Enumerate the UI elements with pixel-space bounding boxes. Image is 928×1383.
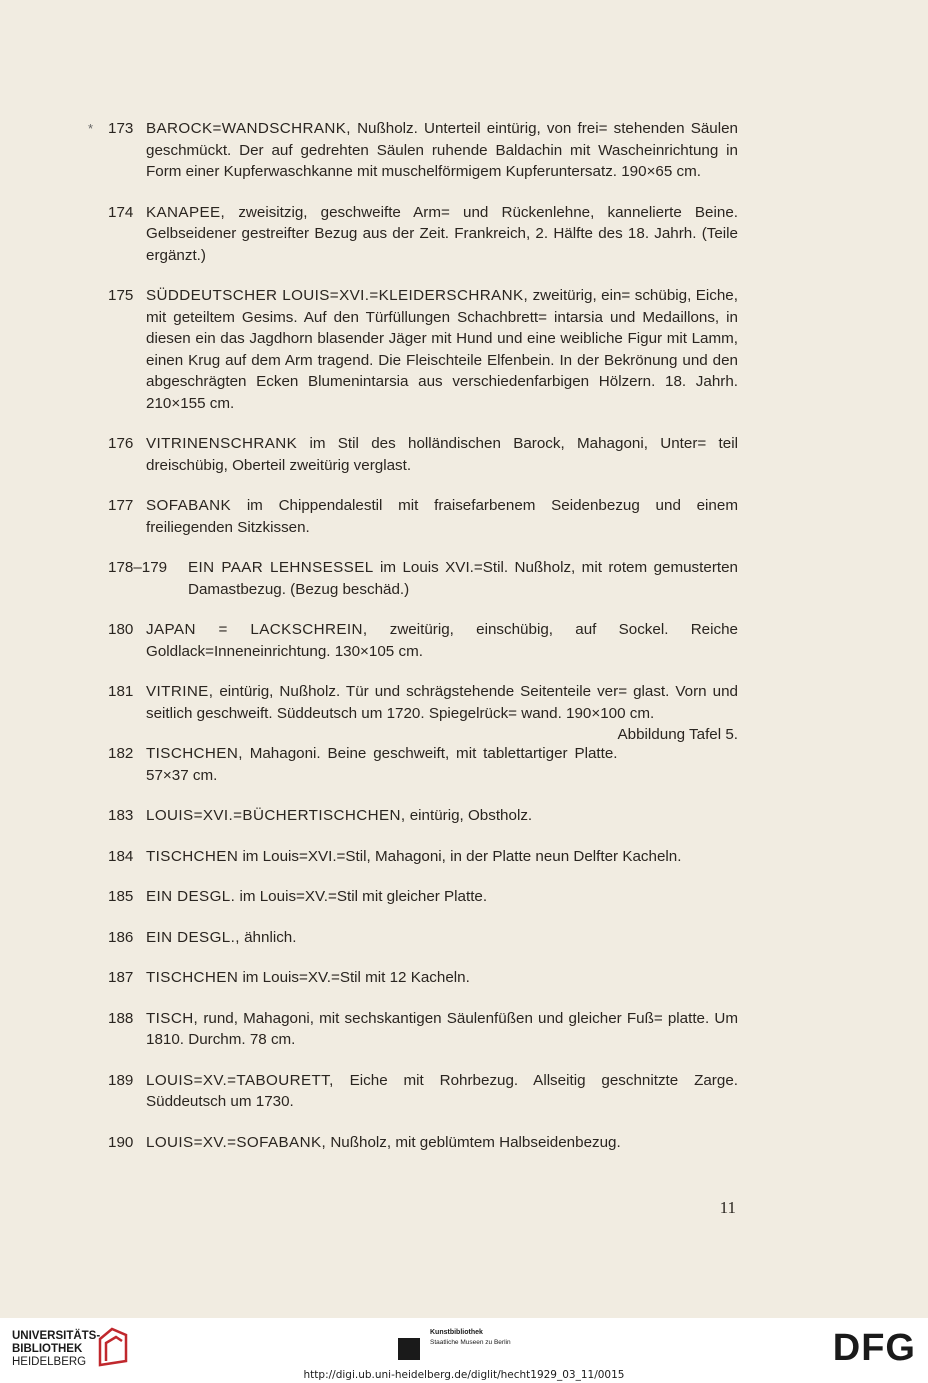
entry-number: 187 xyxy=(108,969,134,986)
entry-number: 180 xyxy=(108,621,134,638)
uni-heidelberg-mark-icon xyxy=(96,1325,130,1369)
entry-title: TISCHCHEN xyxy=(146,847,239,865)
entry-number: 188 xyxy=(108,1009,134,1027)
entry-description: eintürig, Obstholz. xyxy=(409,807,533,824)
entry-description: im Louis XVI.=Stil. Nußholz, mit rotem gemusterten Damastbezug. (Bezug beschäd.) xyxy=(188,559,738,598)
catalog-entry xyxy=(88,118,738,183)
catalog-entry xyxy=(108,557,738,600)
catalog-entry xyxy=(108,846,738,868)
kunstbibliothek-square-icon xyxy=(398,1338,420,1360)
entry-description: eintürig, Nußholz. Tür und schrägstehende Seitenteile ver= glast. Vorn und seitlich geschweift. Süddeutsch um 1720. Spiegelrück= wand. 190×100 cm. xyxy=(146,683,738,722)
entry-number: 177 xyxy=(108,497,134,514)
entry-title: JAPAN = LACKSCHREIN, xyxy=(146,621,368,638)
catalog-entry xyxy=(108,886,738,908)
entry-description: im Louis=XV.=Stil mit gleicher Platte. xyxy=(239,888,488,905)
catalog-entries xyxy=(88,118,738,1153)
catalog-entry xyxy=(108,967,738,989)
entry-title: VITRINE, xyxy=(146,683,214,700)
entry-description: zweisitzig, geschweifte Arm= und Rückenlehne, kannelierte Beine. Gelbseidener gestreifter Bezug aus der Zeit. Frankreich, 2. Hälfte des 18. Jahrh. (Teile ergänzt.) xyxy=(146,203,738,264)
entry-description: im Chippendalestil mit fraisefarbenem Seidenbezug und einem freiliegenden Sitzkissen. xyxy=(146,497,738,536)
catalog-entry xyxy=(108,1132,738,1154)
catalog-entry xyxy=(108,495,738,538)
entry-number: 189 xyxy=(108,1071,134,1089)
entry-number: 182 xyxy=(108,745,134,762)
entry-title: EIN DESGL. xyxy=(146,888,236,905)
entry-description: zweitürig, einschübig, auf Sockel. Reiche Goldlack=Inneneinrichtung. 130×105 cm. xyxy=(146,621,738,660)
entry-star: * xyxy=(88,121,94,136)
kb-line2: Staatliche Museen zu Berlin xyxy=(430,1339,511,1346)
catalog-entry xyxy=(108,1070,738,1113)
catalog-entry xyxy=(108,433,738,476)
entry-description: ähnlich. xyxy=(244,928,297,946)
entry-description: Nußholz. Unterteil eintürig, von frei= stehenden Säulen geschmückt. Der auf gedrehten Säulen ruhende Baldachin mit Wascheinrichtung in Form einer Kupferwaschkanne mit muschelförmigem Kupferuntersatz. 190×65 cm. xyxy=(146,120,738,180)
entry-number: 186 xyxy=(108,928,134,946)
entry-title: EIN DESGL., xyxy=(146,928,240,946)
uni-logo-line3: HEIDELBERG xyxy=(12,1356,87,1368)
kb-line1: Kunstbibliothek xyxy=(430,1329,483,1336)
uni-heidelberg-logo[interactable] xyxy=(12,1330,100,1369)
entry-number: 190 xyxy=(108,1133,134,1151)
entry-title: TISCH, xyxy=(146,1009,199,1027)
page-number: 11 xyxy=(719,1198,736,1217)
entry-description: im Louis=XV.=Stil mit 12 Kacheln. xyxy=(242,969,470,986)
entry-description: im Louis=XVI.=Stil, Mahagoni, in der Platte neun Delfter Kacheln. xyxy=(242,847,682,865)
entry-description: Mahagoni. Beine geschweift, mit tablettartiger Platte. 57×37 cm. xyxy=(146,745,618,784)
entry-number: 178–179 xyxy=(108,559,168,576)
entry-number: 181 xyxy=(108,683,134,700)
catalog-entry xyxy=(108,805,738,827)
entry-title: SÜDDEUTSCHER LOUIS=XVI.=KLEIDERSCHRANK, xyxy=(146,287,529,304)
entry-title: TISCHCHEN, xyxy=(146,745,243,762)
entry-number: 174 xyxy=(108,203,134,221)
entry-title: SOFABANK xyxy=(146,497,232,514)
entry-description: zweitürig, ein= schübig, Eiche, mit geteiltem Gesims. Auf den Türfüllungen Schachbrett= intarsia und Medaillons, in diesen ein das Jagdhorn blasender Jäger mit Hund und eine weibliche Figur mit Lamm, einen Krug auf dem Arm tragend. Die Fleischteile Elfenbein. In der Bekrönung und den abgeschrägten Ecken Blumenintarsia aus verschiedenfarbigen Hölzern. 18. Jahrh. 210×155 cm. xyxy=(146,287,738,412)
permalink-url[interactable]: http://digi.ub.uni-heidelberg.de/diglit/hecht1929_03_11/0015 xyxy=(303,1369,625,1381)
entry-title: KANAPEE, xyxy=(146,203,226,221)
entry-description: Nußholz, mit geblümtem Halbseidenbezug. xyxy=(330,1133,621,1151)
entry-title: LOUIS=XV.=SOFABANK, xyxy=(146,1133,327,1151)
entry-number: 183 xyxy=(108,807,134,824)
entry-figure-reference: Abbildung Tafel 5. xyxy=(617,726,738,743)
catalog-entry xyxy=(108,1008,738,1051)
catalog-entry xyxy=(108,681,738,743)
entry-title: EIN PAAR LEHNSESSEL xyxy=(188,559,374,576)
catalog-entry xyxy=(108,619,738,662)
catalog-entry xyxy=(108,285,738,414)
entry-description: Eiche mit Rohrbezug. Allseitig geschnitzte Zarge. Süddeutsch um 1730. xyxy=(146,1071,738,1110)
entry-title: VITRINENSCHRANK xyxy=(146,435,298,452)
entry-number: 173 xyxy=(108,120,134,137)
uni-logo-line1: UNIVERSITÄTS- xyxy=(12,1330,101,1342)
dfg-logo[interactable]: DFG xyxy=(832,1327,916,1369)
entry-number: 175 xyxy=(108,287,134,304)
entry-number: 176 xyxy=(108,435,134,452)
uni-logo-line2: BIBLIOTHEK xyxy=(12,1343,83,1355)
entry-description: rund, Mahagoni, mit sechskantigen Säulenfüßen und gleicher Fuß= platte. Um 1810. Durchm. 78 cm. xyxy=(146,1009,738,1048)
entry-title: LOUIS=XVI.=BÜCHERTISCHCHEN, xyxy=(146,807,406,824)
entry-title: TISCHCHEN xyxy=(146,969,239,986)
entry-number: 184 xyxy=(108,847,134,865)
entry-title: LOUIS=XV.=TABOURETT, xyxy=(146,1071,334,1089)
catalog-entry xyxy=(108,202,738,267)
catalog-entry xyxy=(108,743,738,786)
entry-title: BAROCK=WANDSCHRANK, xyxy=(146,120,351,137)
catalog-entry xyxy=(108,927,738,949)
entry-description: im Stil des holländischen Barock, Mahagoni, Unter= teil dreischübig, Oberteil zweitürig verglast. xyxy=(146,435,738,474)
entry-number: 185 xyxy=(108,888,134,905)
